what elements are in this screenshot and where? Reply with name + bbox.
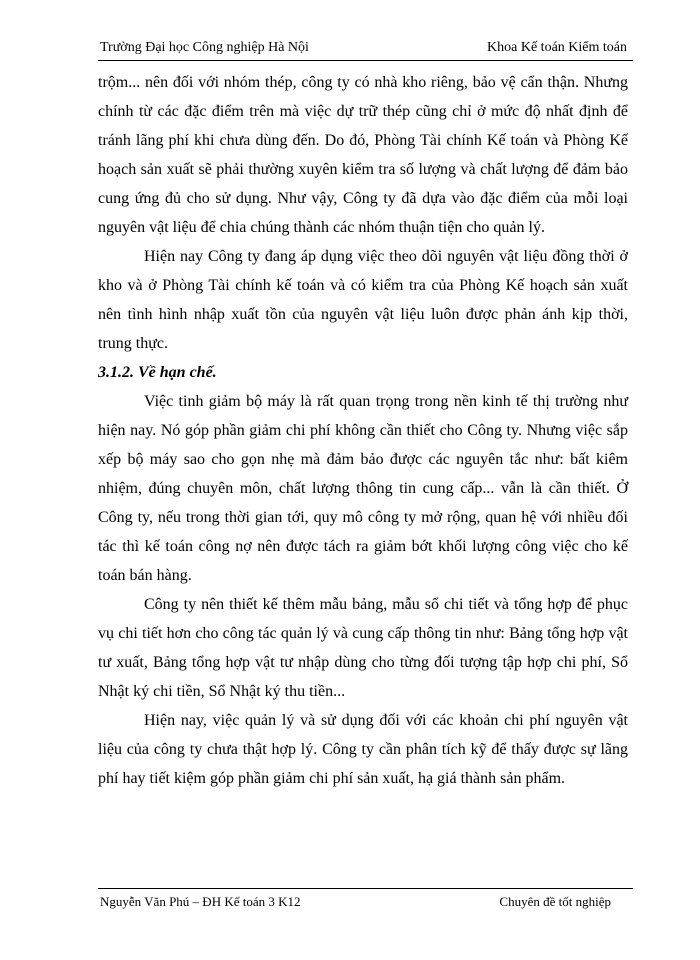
- paragraph: Công ty nên thiết kế thêm mẫu bảng, mẫu sổ chi tiết và tổng hợp để phục vụ chi tiết hơn cho công tác quản lý và cung cấp thông tin như: Bảng tổng hợp vật tư xuất, Bảng tổng hợp vật tư nhập dùng cho từng đối tượng tập hợp chi phí, Sổ Nhật ký chi tiền, Sổ Nhật ký thu tiền...: [98, 596, 628, 700]
- paragraph: Hiện nay, việc quản lý và sử dụng đối với các khoản chi phí nguyên vật liệu của công ty chưa thật hợp lý. Công ty cần phân tích kỹ để thấy được sự lãng phí hay tiết kiệm góp phần giảm chi phí sản xuất, hạ giá thành sản phẩm.: [98, 712, 628, 787]
- footer-title: Chuyên đề tốt nghiệp: [499, 894, 611, 909]
- page-header: [98, 38, 633, 61]
- paragraph: Hiện nay Công ty đang áp dụng việc theo dõi nguyên vật liệu đồng thời ở kho và ở Phòng Tài chính kế toán và có kiểm tra của Phòng Kế hoạch sản xuất nên tình hình nhập xuất tồn của nguyên vật liệu luôn được phản ánh kịp thời, trung thực.: [98, 248, 628, 352]
- header-school: Trường Đại học Công nghiệp Hà Nội: [100, 40, 309, 55]
- paragraph: trộm... nên đối với nhóm thép, công ty có nhà kho riêng, bảo vệ cẩn thận. Nhưng chính từ các đặc điểm trên mà việc dự trữ thép cũng chỉ ở mức độ nhất định để tránh lãng phí khi chưa dùng đến. Do đó, Phòng Tài chính Kế toán và Phòng Kế hoạch sản xuất sẽ phải thường xuyên kiểm tra số lượng và chất lượng để đảm bảo cung ứng đủ cho sử dụng. Như vậy, Công ty đã dựa vào đặc điểm của mỗi loại nguyên vật liệu để chia chúng thành các nhóm thuận tiện cho quản lý.: [98, 74, 628, 236]
- section-heading: 3.1.2. Về hạn chế.: [98, 364, 217, 381]
- document-body: [98, 68, 628, 793]
- page-footer: [98, 888, 633, 913]
- footer-author: Nguyễn Văn Phú – ĐH Kế toán 3 K12: [100, 894, 301, 909]
- header-faculty: Khoa Kế toán Kiểm toán: [487, 40, 627, 55]
- paragraph: Việc tinh giảm bộ máy là rất quan trọng trong nền kinh tế thị trường như hiện nay. Nó góp phần giảm chi phí không cần thiết cho Công ty. Nhưng việc sắp xếp bộ máy sao cho gọn nhẹ mà đảm bảo được các nguyên tắc như: bất kiêm nhiệm, đúng chuyên môn, chất lượng thông tin cung cấp... vẫn là cần thiết. Ở Công ty, nếu trong thời gian tới, quy mô công ty mở rộng, quan hệ với nhiều đối tác thì kế toán công nợ nên được tách ra giảm bớt khối lượng công việc cho kế toán bán hàng.: [98, 393, 628, 584]
